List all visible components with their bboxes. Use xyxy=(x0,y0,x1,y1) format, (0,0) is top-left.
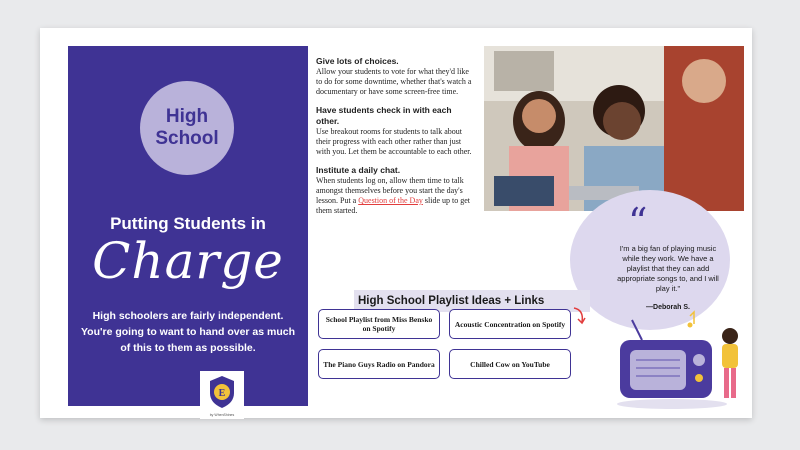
tip-body xyxy=(316,176,476,216)
shield-logo-icon xyxy=(208,375,236,409)
quote-mark-icon: “ xyxy=(628,200,648,244)
tip-item xyxy=(316,105,476,157)
tip-body: Use breakout rooms for students to talk about their progress with each other rather than just with you. Let them be accountable to each other. xyxy=(316,127,472,156)
playlist-link-button[interactable]: Acoustic Concentration on Spotify xyxy=(449,309,571,339)
tip-body: Allow your students to vote for what they'd like to do for some downtime, whether that's watch a documentary or have some screen-free time. xyxy=(316,67,472,96)
charge-script-word: Charge xyxy=(92,232,284,290)
playlist-link-button[interactable]: School Playlist from Miss Bensko on Spotify xyxy=(318,309,440,339)
logo xyxy=(200,371,244,419)
left-panel xyxy=(68,46,308,417)
tip-title: Give lots of choices. xyxy=(316,56,399,66)
quote-text: I'm a big fan of playing music while they work. We have a playlist that they can add appropriate songs to, and I will play it." xyxy=(617,244,719,293)
badge-line-2: School xyxy=(155,128,219,149)
arrow-down-icon xyxy=(572,306,588,326)
quote-author: —Deborah S. xyxy=(646,304,690,311)
radio-illustration-icon xyxy=(612,310,742,410)
students-photo xyxy=(484,46,744,211)
playlist-link-button[interactable]: The Piano Guys Radio on Pandora xyxy=(318,349,440,379)
question-of-the-day-link[interactable]: Question of the Day xyxy=(358,196,423,205)
logo-byline: by WhenShines xyxy=(209,413,235,417)
logo-letter: E xyxy=(218,388,226,399)
tip-title: Institute a daily chat. xyxy=(316,165,401,175)
tip-body-text: When students log on, allow them time to talk amongst themselves before you start the day's lesson. Put a xyxy=(316,176,464,205)
playlist-title: High School Playlist Ideas + Links xyxy=(354,290,590,312)
slide xyxy=(40,28,752,418)
playlist-link-button[interactable]: Chilled Cow on YouTube xyxy=(449,349,571,379)
tip-item xyxy=(316,56,476,97)
tip-item xyxy=(316,165,476,216)
tips-column xyxy=(316,56,476,224)
high-school-badge xyxy=(140,81,234,175)
tip-body-text-end: slide up to get them started. xyxy=(316,196,470,215)
panel-intro-text: High schoolers are fairly independent. You're going to want to hand over as much of this to them as possible. xyxy=(80,310,296,354)
panel-heading: Putting Students in xyxy=(110,214,266,233)
tip-title: Have students check in with each other. xyxy=(316,105,452,126)
badge-line-1: High xyxy=(165,106,209,127)
